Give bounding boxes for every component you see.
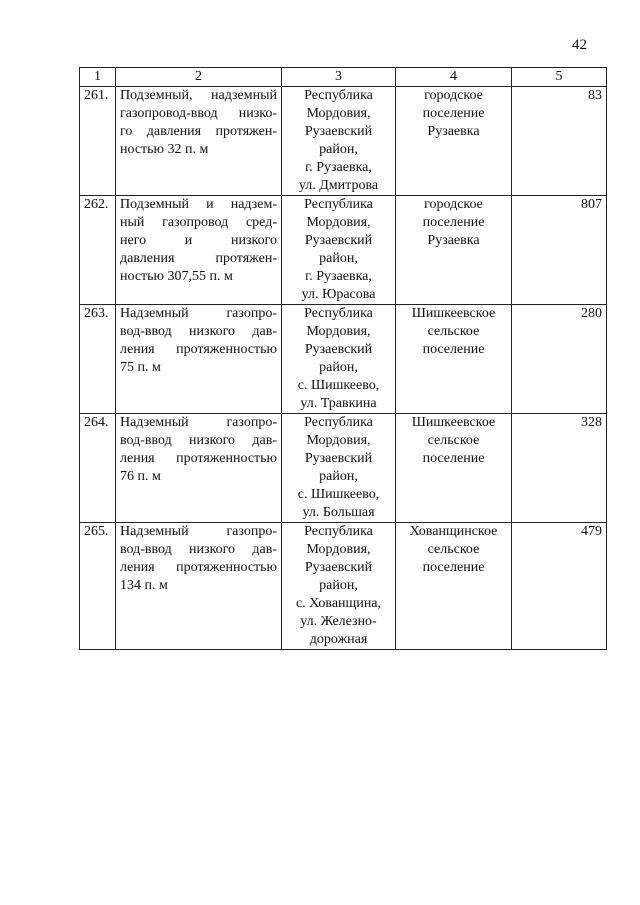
row-number-cell	[80, 87, 116, 196]
object-name-line: Надземный газопро-	[120, 524, 277, 539]
municipality-line: Шишкеевское	[411, 415, 496, 430]
count-value: 83	[588, 88, 602, 103]
location-line: Рузаевский	[304, 342, 373, 357]
location-line: район,	[319, 142, 358, 157]
location-cell	[282, 305, 396, 414]
object-name-line: Надземный газопро-	[120, 415, 277, 430]
count-cell	[512, 305, 607, 414]
location-line: район,	[319, 578, 358, 593]
table-row	[80, 523, 607, 650]
location-line: ул. Дмитрова	[298, 178, 379, 193]
object-name-line: газопровод-ввод низко-	[120, 106, 277, 121]
row-number: 261.	[84, 88, 109, 103]
column-header: 5	[512, 68, 607, 87]
location-line: Рузаевский	[304, 233, 373, 248]
object-name-line: Надземный газопро-	[120, 306, 277, 321]
location-line: Республика	[304, 415, 373, 430]
row-number: 264.	[84, 415, 109, 430]
location-line: ул. Травкина	[300, 396, 377, 411]
municipality-line: сельское	[427, 324, 480, 339]
location-line: г. Рузаевка,	[305, 269, 372, 284]
municipality-line: поселение	[422, 451, 485, 466]
municipality-line: городское	[424, 88, 483, 103]
object-name-cell	[116, 305, 282, 414]
location-line: Республика	[304, 197, 373, 212]
column-number-row	[80, 68, 607, 87]
location-line: Республика	[304, 524, 373, 539]
location-line: Мордовия,	[306, 215, 371, 230]
municipality-cell	[396, 414, 512, 523]
location-line: ул. Большая	[302, 505, 375, 520]
municipality-line: поселение	[422, 215, 485, 230]
location-line: г. Рузаевка,	[305, 160, 372, 175]
row-number: 265.	[84, 524, 109, 539]
municipality-line: поселение	[422, 342, 485, 357]
location-line: Республика	[304, 306, 373, 321]
object-name-line: 134 п. м	[120, 578, 168, 593]
count-cell	[512, 523, 607, 650]
table-row	[80, 305, 607, 414]
location-cell	[282, 196, 396, 305]
location-line: дорожная	[309, 632, 368, 647]
location-line: Мордовия,	[306, 106, 371, 121]
object-name-line: ный газопровод сред-	[120, 215, 277, 230]
location-line: Республика	[304, 88, 373, 103]
location-cell	[282, 523, 396, 650]
municipality-cell	[396, 87, 512, 196]
count-value: 479	[581, 524, 602, 539]
object-name-line: ностью 32 п. м	[120, 142, 209, 157]
count-value: 328	[581, 415, 602, 430]
row-number-cell	[80, 414, 116, 523]
location-line: с. Шишкеево,	[297, 487, 380, 502]
municipality-line: сельское	[427, 542, 480, 557]
object-name-cell	[116, 87, 282, 196]
object-name-line: 76 п. м	[120, 469, 161, 484]
object-name-line: вод-ввод низкого дав-	[120, 542, 277, 557]
location-line: с. Шишкеево,	[297, 378, 380, 393]
table-row	[80, 87, 607, 196]
municipality-line: Шишкеевское	[411, 306, 496, 321]
location-line: с. Хованщина,	[295, 596, 382, 611]
location-line: ул. Железно-	[300, 614, 377, 629]
municipality-cell	[396, 523, 512, 650]
table-row	[80, 196, 607, 305]
object-name-line: вод-ввод низкого дав-	[120, 433, 277, 448]
row-number: 263.	[84, 306, 109, 321]
municipality-line: Рузаевка	[427, 124, 480, 139]
municipality-line: Хованщинское	[409, 524, 498, 539]
object-name-line: давления протяжен-	[120, 251, 277, 266]
table-row	[80, 414, 607, 523]
object-name-line: го давления протяжен-	[120, 124, 277, 139]
column-header: 2	[116, 68, 282, 87]
location-line: Мордовия,	[306, 324, 371, 339]
location-line: район,	[319, 469, 358, 484]
object-name-line: него и низкого	[120, 233, 277, 248]
row-number: 262.	[84, 197, 109, 212]
object-name-line: ления протяженностью	[120, 342, 277, 357]
count-cell	[512, 414, 607, 523]
object-name-line: вод-ввод низкого дав-	[120, 324, 277, 339]
count-cell	[512, 87, 607, 196]
column-header: 3	[282, 68, 396, 87]
gas-pipeline-table	[79, 67, 607, 650]
count-value: 280	[581, 306, 602, 321]
count-cell	[512, 196, 607, 305]
page-number: 42	[572, 37, 587, 53]
object-name-line: ления протяженностью	[120, 560, 277, 575]
municipality-line: сельское	[427, 433, 480, 448]
count-value: 807	[581, 197, 602, 212]
object-name-line: ления протяженностью	[120, 451, 277, 466]
location-line: Рузаевский	[304, 451, 373, 466]
location-cell	[282, 87, 396, 196]
object-name-line: 75 п. м	[120, 360, 161, 375]
object-name-line: ностью 307,55 п. м	[120, 269, 233, 284]
municipality-line: поселение	[422, 106, 485, 121]
municipality-line: городское	[424, 197, 483, 212]
location-line: район,	[319, 360, 358, 375]
column-header: 1	[80, 68, 116, 87]
location-cell	[282, 414, 396, 523]
municipality-cell	[396, 196, 512, 305]
object-name-line: Подземный, надземный	[120, 88, 277, 103]
object-name-cell	[116, 523, 282, 650]
location-line: Рузаевский	[304, 560, 373, 575]
municipality-line: Рузаевка	[427, 233, 480, 248]
object-name-cell	[116, 196, 282, 305]
location-line: Мордовия,	[306, 542, 371, 557]
object-name-cell	[116, 414, 282, 523]
column-header: 4	[396, 68, 512, 87]
object-name-line: Подземный и надзем-	[120, 197, 277, 212]
location-line: Мордовия,	[306, 433, 371, 448]
location-line: Рузаевский	[304, 124, 373, 139]
municipality-line: поселение	[422, 560, 485, 575]
location-line: район,	[319, 251, 358, 266]
row-number-cell	[80, 523, 116, 650]
row-number-cell	[80, 196, 116, 305]
municipality-cell	[396, 305, 512, 414]
location-line: ул. Юрасова	[301, 287, 376, 302]
row-number-cell	[80, 305, 116, 414]
